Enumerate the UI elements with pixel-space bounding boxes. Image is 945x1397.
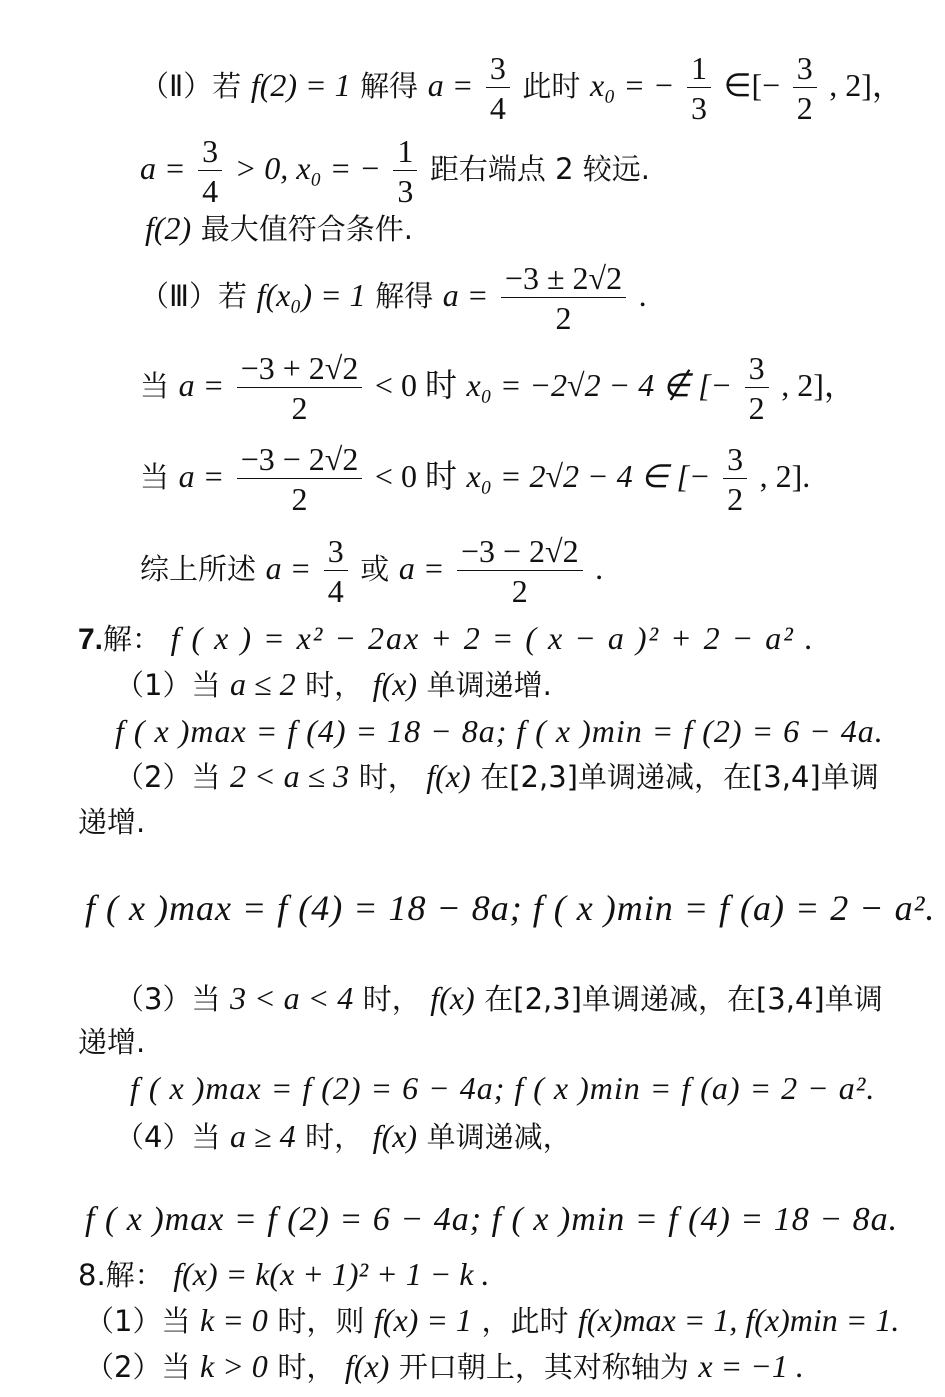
math-expr: a = xyxy=(178,458,225,494)
case-4-equation: f ( x )max = f (2) = 6 − 4a; f ( x )min = f (4) = 18 − 8a. xyxy=(85,1201,899,1238)
math-expr: a = xyxy=(442,277,489,313)
case-2-continuation: 递增. xyxy=(78,805,146,839)
math-expr: . xyxy=(595,550,604,586)
math-expr: > 0, x₀ = − xyxy=(234,150,381,186)
math-expr: < 0 时 xyxy=(374,458,457,494)
text: 时， xyxy=(305,668,364,702)
math-expr: , 2]， xyxy=(781,367,856,403)
text: 单调递增. xyxy=(426,668,552,702)
problem-number: 7. xyxy=(78,623,104,656)
text: 最大值符合条件. xyxy=(200,212,413,246)
math-expr: f(x₀) = 1 xyxy=(256,277,366,313)
fraction: $\frac{-3 \pm 2√2}{2}$ xyxy=(501,262,626,334)
line-f2-max xyxy=(145,212,413,245)
case-1 xyxy=(115,668,552,701)
math-expr: a = xyxy=(140,150,186,186)
math-expr: k = 0 xyxy=(200,1302,268,1338)
case-1-equation: f ( x )max = f (4) = 18 − 8a; f ( x )min = f (2) = 6 − 4a. xyxy=(115,713,884,749)
case-8-2 xyxy=(85,1350,804,1383)
text: （3）当 xyxy=(115,982,221,1016)
fraction: $\frac{1}{3}$ xyxy=(687,52,711,124)
text: 综上所述 xyxy=(140,552,257,586)
text: 时， xyxy=(277,1350,336,1384)
fraction: $\frac{3}{2}$ xyxy=(793,52,817,124)
line-a-plus xyxy=(140,352,856,424)
math-expr: , 2]， xyxy=(829,67,904,103)
math-expr: ∈[− xyxy=(723,67,781,103)
math-expr: < 0 时 xyxy=(374,367,457,403)
text: 时， xyxy=(358,760,417,794)
math-expr: a = xyxy=(265,550,312,586)
fraction: $\frac{-3 - 2√2}{2}$ xyxy=(237,443,363,515)
math-expr: a = xyxy=(398,550,445,586)
math-expr: f(2) xyxy=(145,210,192,246)
text: 解得 xyxy=(375,279,434,313)
math-expr: . xyxy=(638,277,647,313)
math-expr: a = xyxy=(178,367,225,403)
math-expr: f(x) xyxy=(430,980,475,1016)
case-4 xyxy=(115,1120,572,1153)
case-2 xyxy=(115,760,879,793)
math-expr: x₀ = −2√2 − 4 ∉ [− xyxy=(466,367,733,403)
math-expr: f ( x ) = x² − 2ax + 2 = ( x − a )² + 2 − a² . xyxy=(170,620,815,656)
text: 解得 xyxy=(360,69,419,103)
text: ，此时 xyxy=(481,1304,569,1338)
text: 距右端点 2 较远. xyxy=(429,152,650,186)
math-expr: k > 0 xyxy=(200,1348,268,1384)
fraction: $\frac{3}{2}$ xyxy=(745,352,769,424)
text: （1）当 xyxy=(85,1304,191,1338)
fraction: $\frac{-3 - 2√2}{2}$ xyxy=(457,535,583,607)
math-expr: x = −1 . xyxy=(698,1348,804,1384)
text: 此时 xyxy=(522,69,581,103)
case-3-continuation: 递增. xyxy=(78,1025,146,1059)
text: （4）当 xyxy=(115,1120,221,1154)
line-case-II xyxy=(140,52,904,124)
math-expr: a ≤ 2 xyxy=(230,666,296,702)
line-a-positive xyxy=(140,135,650,207)
case-2-equation: f ( x )max = f (4) = 18 − 8a; f ( x )min = f (a) = 2 − a². xyxy=(85,888,936,928)
line-a-minus xyxy=(140,443,810,515)
math-expr: f(x)max = 1, f(x)min = 1. xyxy=(578,1302,900,1338)
text: 时， xyxy=(305,1120,364,1154)
math-expr: f(x) xyxy=(372,666,418,702)
case-8-1 xyxy=(85,1304,899,1337)
text: 时，则 xyxy=(277,1304,365,1338)
text: 单调递减， xyxy=(426,1120,572,1154)
text: 时， xyxy=(362,982,421,1016)
math-expr: x₀ = 2√2 − 4 ∈ [− xyxy=(466,458,711,494)
fraction: $\frac{3}{4}$ xyxy=(486,52,510,124)
math-expr: f(x) = k(x + 1)² + 1 − k . xyxy=(173,1256,490,1292)
text: 或 xyxy=(360,552,390,586)
math-expr: f(x) xyxy=(372,1118,418,1154)
text: （1）当 xyxy=(115,668,221,702)
math-expr: f(x) xyxy=(344,1348,390,1384)
math-expr: f(x) = 1 xyxy=(373,1302,472,1338)
text: 当 xyxy=(140,369,170,403)
math-expr: x₀ = − xyxy=(589,67,675,103)
line-conclusion xyxy=(140,535,603,607)
math-expr: f(x) xyxy=(426,758,471,794)
case-3-equation: f ( x )max = f (2) = 6 − 4a; f ( x )min = f (a) = 2 − a². xyxy=(130,1070,876,1106)
case-3 xyxy=(115,982,883,1015)
fraction: $\frac{3}{4}$ xyxy=(324,535,348,607)
problem-7-heading xyxy=(78,622,815,655)
math-expr: f(2) = 1 xyxy=(250,67,351,103)
fraction: $\frac{3}{4}$ xyxy=(198,135,222,207)
math-expr: , 2]. xyxy=(759,458,811,494)
case-label: （Ⅱ）若 xyxy=(140,69,242,103)
case-label: （Ⅲ）若 xyxy=(140,279,247,313)
math-expr: a ≥ 4 xyxy=(230,1118,296,1154)
text: （2）当 xyxy=(85,1350,191,1384)
fraction: $\frac{1}{3}$ xyxy=(393,135,417,207)
problem-number: 8.解： xyxy=(78,1258,164,1292)
line-case-III xyxy=(140,262,647,334)
math-expr: 2 < a ≤ 3 xyxy=(230,758,350,794)
text: 在[2,3]单调递减，在[3,4]单调 xyxy=(480,760,879,794)
fraction: $\frac{3}{2}$ xyxy=(723,443,747,515)
text: 在[2,3]单调递减，在[3,4]单调 xyxy=(484,982,883,1016)
text: 开口朝上，其对称轴为 xyxy=(398,1350,689,1384)
fraction: $\frac{-3 + 2√2}{2}$ xyxy=(237,352,363,424)
text: 当 xyxy=(140,460,170,494)
math-expr: 3 < a < 4 xyxy=(230,980,354,1016)
text: （2）当 xyxy=(115,760,221,794)
math-expr: a = xyxy=(427,67,474,103)
text: 解： xyxy=(103,622,162,656)
problem-8-heading xyxy=(78,1258,490,1291)
